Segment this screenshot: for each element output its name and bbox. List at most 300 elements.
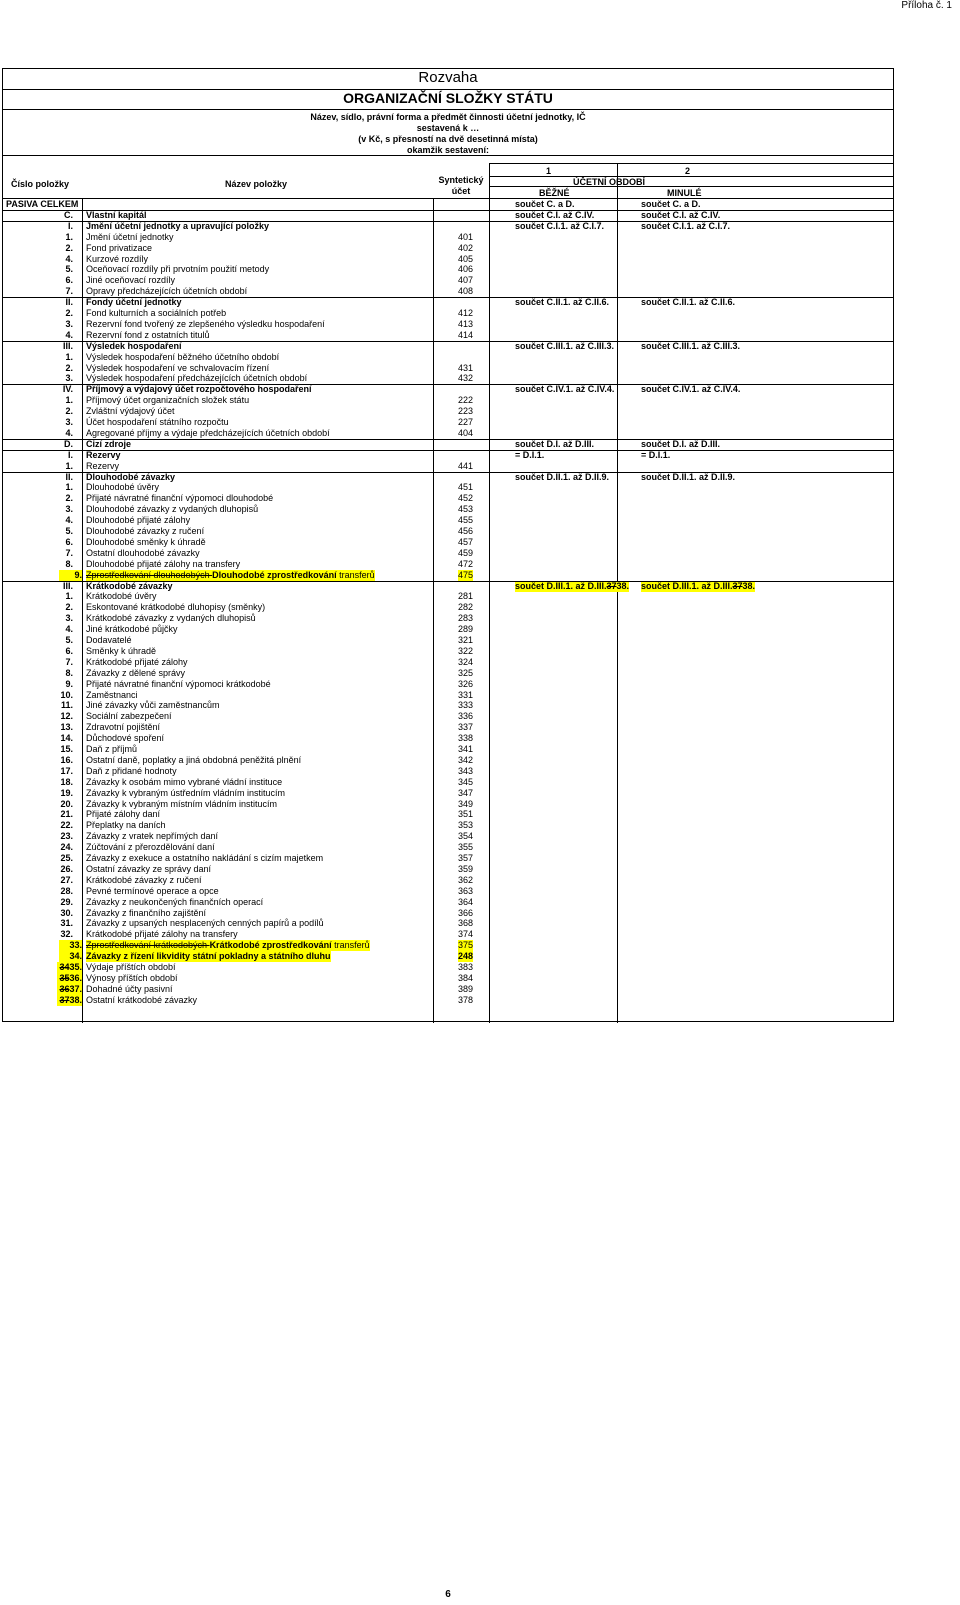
row-name: Přijaté návratné finanční výpomoci dlouhodobé xyxy=(86,493,274,504)
row-name: Sociální zabezpečení xyxy=(86,711,172,722)
row-account: 283 xyxy=(458,613,474,624)
row-name: Ostatní daně, poplatky a jiná obdobná peněžitá plnění xyxy=(86,754,302,765)
row-name: Dlouhodobé směnky k úhradě xyxy=(86,536,206,547)
table-row xyxy=(3,450,893,461)
table-row xyxy=(3,384,893,395)
row-account: 363 xyxy=(458,885,474,896)
row-account: 324 xyxy=(458,656,474,667)
row-account: 362 xyxy=(458,874,474,885)
row-account: 222 xyxy=(458,395,474,406)
row-number: 1. xyxy=(65,351,73,362)
row-account: 289 xyxy=(458,624,474,635)
row-previous-value: součet C.IV.1. až C.IV.4. xyxy=(641,384,741,395)
row-current-value: = D.I.1. xyxy=(515,449,545,460)
row-number: C. xyxy=(64,209,73,220)
row-number: 2. xyxy=(65,362,73,373)
row-name: Zdravotní pojištění xyxy=(86,722,161,733)
row-number: 22. xyxy=(60,820,73,831)
row-name: Opravy předcházejících účetních období xyxy=(86,286,248,297)
table-row xyxy=(3,254,893,265)
row-name: Příjmový účet organizačních složek státu xyxy=(86,395,250,406)
row-number: 29. xyxy=(60,896,73,907)
table-row xyxy=(3,722,893,733)
row-number: 4. xyxy=(65,624,73,635)
row-name: Výnosy příštích období xyxy=(86,972,178,983)
col-acct-header: Syntetický účet xyxy=(438,175,484,196)
row-number: 3. xyxy=(65,613,73,624)
table-row xyxy=(3,711,893,722)
row-account: 227 xyxy=(458,417,474,427)
row-account: 354 xyxy=(458,831,474,842)
row-account: 351 xyxy=(458,809,474,820)
table-row xyxy=(3,918,893,929)
table-row xyxy=(3,820,893,831)
row-number: 33. xyxy=(59,940,82,951)
row-number: 5. xyxy=(65,264,73,275)
row-number: 9. xyxy=(59,570,82,581)
row-current-value: součet C.II.1. až C.II.6. xyxy=(515,297,610,308)
row-name: Zvláštní výdajový účet xyxy=(86,406,175,417)
row-number: 2. xyxy=(65,406,73,417)
table-row xyxy=(3,439,893,450)
table-row xyxy=(3,929,893,940)
row-number: D. xyxy=(64,438,73,449)
row-number: 7. xyxy=(65,547,73,558)
table-row xyxy=(3,286,893,297)
row-name: Rezervní fond z ostatních titulů xyxy=(86,329,210,340)
row-current-value: součet C. a D. xyxy=(515,199,575,209)
row-name: Účet hospodaření státního rozpočtu xyxy=(86,417,229,427)
table-row xyxy=(3,210,893,221)
row-number: 2. xyxy=(65,602,73,613)
row-number: 26. xyxy=(60,863,73,874)
row-number: III. xyxy=(62,580,73,591)
row-name: Přeplatky na daních xyxy=(86,820,166,831)
row-number: 5. xyxy=(65,635,73,645)
period-header: ÚČETNÍ OBDOBÍ xyxy=(573,177,645,187)
table-row xyxy=(3,297,893,308)
table-row xyxy=(3,352,893,363)
row-name: Fond privatizace xyxy=(86,242,153,253)
row-name: Jmění účetní jednotky xyxy=(86,231,174,242)
info-line-1: Název, sídlo, právní forma a předmět činnosti účetní jednotky, IČ xyxy=(310,112,586,122)
row-account: 412 xyxy=(458,308,474,318)
table-row xyxy=(3,395,893,406)
row-number: 3738. xyxy=(57,995,82,1006)
table-row xyxy=(3,493,893,504)
row-number: 34. xyxy=(59,951,82,962)
table-row xyxy=(3,831,893,842)
row-name: Dlouhodobé závazky z ručení xyxy=(86,526,205,536)
row-number: 3. xyxy=(65,373,73,384)
row-account: 402 xyxy=(458,242,474,253)
table-row xyxy=(3,406,893,417)
row-name: Eskontované krátkodobé dluhopisy (směnky) xyxy=(86,602,266,613)
row-name: Rezervní fond tvořený ze zlepšeného výsledku hospodaření xyxy=(86,318,325,329)
col-num-header: Číslo položky xyxy=(11,179,70,189)
row-account: 408 xyxy=(458,286,474,297)
row-number: 9. xyxy=(65,678,73,689)
row-number: 4. xyxy=(65,427,73,438)
row-account: 326 xyxy=(458,678,474,689)
table-row xyxy=(3,897,893,908)
table-row xyxy=(3,624,893,635)
info-line-3: (v Kč, s přesností na dvě desetinná místa) xyxy=(358,134,538,144)
row-account: 331 xyxy=(458,689,474,700)
row-number: PASIVA CELKEM xyxy=(6,199,79,209)
row-number: 6. xyxy=(65,275,73,286)
table-row xyxy=(3,330,893,341)
row-number: 1. xyxy=(65,231,73,242)
row-current-value: součet D.III.1. až D.III.3738. xyxy=(515,580,630,591)
row-number: 27. xyxy=(60,874,73,885)
row-number: 31. xyxy=(60,918,73,929)
row-account: 459 xyxy=(458,547,474,558)
balance-sheet xyxy=(2,68,894,1022)
row-name: Cizí zdroje xyxy=(86,438,132,449)
row-account: 407 xyxy=(458,275,474,286)
row-name: Závazky k vybraným místním vládním institucím xyxy=(86,798,278,809)
row-name: Fond kulturních a sociálních potřeb xyxy=(86,308,227,318)
row-name: Zprostředkování dlouhodobých Dlouhodobé zprostředkování transferů xyxy=(86,569,375,580)
info-line-4: okamžik sestavení: xyxy=(406,145,490,155)
row-name: Jiné oceňovací rozdíly xyxy=(86,275,176,286)
table-row xyxy=(3,199,893,210)
row-account: 345 xyxy=(458,776,474,787)
row-number: 30. xyxy=(60,907,73,918)
row-number: 28. xyxy=(60,885,73,896)
row-number: 25. xyxy=(60,853,73,863)
table-row xyxy=(3,842,893,853)
row-name: Krátkodobé úvěry xyxy=(86,591,157,602)
row-number: 14. xyxy=(60,733,73,744)
row-account: 457 xyxy=(458,536,474,547)
row-current-value: součet D.II.1. až D.II.9. xyxy=(515,471,610,482)
row-account: 401 xyxy=(458,231,474,242)
row-account: 375 xyxy=(458,940,474,951)
table-row xyxy=(3,679,893,690)
row-name: Příjmový a výdajový účet rozpočtového hospodaření xyxy=(86,384,312,395)
row-account: 325 xyxy=(458,667,474,678)
row-name: Oceňovací rozdíly při prvotním použití metody xyxy=(86,264,270,275)
row-name: Dlouhodobé úvěry xyxy=(86,482,160,493)
row-name: Kurzové rozdíly xyxy=(86,253,149,264)
table-row xyxy=(3,886,893,897)
attachment-label: Příloha č. 1 xyxy=(901,0,952,11)
row-account: 383 xyxy=(458,962,474,972)
row-name: Dodavatelé xyxy=(86,635,132,645)
row-account: 431 xyxy=(458,362,474,373)
row-name: Ostatní krátkodobé závazky xyxy=(86,994,198,1005)
row-number: II. xyxy=(65,471,73,482)
row-number: 3. xyxy=(65,318,73,329)
row-name: Rezervy xyxy=(86,449,121,460)
table-row xyxy=(3,526,893,537)
table-row xyxy=(3,908,893,919)
table-row xyxy=(3,221,893,232)
current-period-header: BĚŽNÉ xyxy=(539,188,570,198)
row-account: 342 xyxy=(458,754,474,765)
row-current-value: součet C.I.1. až C.I.7. xyxy=(515,220,605,231)
table-row xyxy=(3,744,893,755)
table-row xyxy=(3,591,893,602)
table-row xyxy=(3,428,893,439)
row-name: Jiné závazky vůči zaměstnancům xyxy=(86,700,220,711)
row-account: 343 xyxy=(458,765,474,776)
table-row xyxy=(3,809,893,820)
row-previous-value: součet C.III.1. až C.III.3. xyxy=(641,340,741,351)
row-account: 406 xyxy=(458,264,474,275)
row-previous-value: = D.I.1. xyxy=(641,449,671,460)
row-account: 455 xyxy=(458,515,474,526)
row-name: Daň z přidané hodnoty xyxy=(86,765,177,776)
row-name: Závazky k vybraným ústředním vládním institucím xyxy=(86,787,286,798)
table-row xyxy=(3,570,893,581)
row-number: 20. xyxy=(60,798,73,809)
table-row xyxy=(3,602,893,613)
row-name: Zaměstnanci xyxy=(86,689,138,700)
table-row xyxy=(3,461,893,472)
row-number: 6. xyxy=(65,645,73,656)
row-number: 3. xyxy=(65,417,73,427)
row-number-old: 35 xyxy=(59,972,70,983)
row-current-value: součet C.III.1. až C.III.3. xyxy=(515,340,615,351)
row-account: 404 xyxy=(458,427,474,438)
table-row xyxy=(3,232,893,243)
row-name: Ostatní dlouhodobé závazky xyxy=(86,547,200,558)
row-number: 23. xyxy=(60,831,73,842)
row-name: Výsledek hospodaření xyxy=(86,340,182,351)
row-number: 24. xyxy=(60,842,73,853)
row-previous-value: součet C.I.1. až C.I.7. xyxy=(641,220,731,231)
row-number: 1. xyxy=(65,395,73,406)
table-row xyxy=(3,472,893,483)
row-name: Dlouhodobé závazky z vydaných dluhopisů xyxy=(86,504,259,515)
table-row xyxy=(3,657,893,668)
row-number: 15. xyxy=(60,744,73,754)
row-account: 389 xyxy=(458,983,474,994)
table-row xyxy=(3,373,893,384)
row-name: Dohadné účty pasivní xyxy=(86,983,173,994)
row-number: 2. xyxy=(65,308,73,318)
row-account: 432 xyxy=(458,373,474,384)
row-account: 338 xyxy=(458,733,474,744)
row-account: 341 xyxy=(458,744,474,754)
table-row xyxy=(3,581,893,592)
table-row xyxy=(3,973,893,984)
table-row xyxy=(3,951,893,962)
table-row xyxy=(3,733,893,744)
row-account: 355 xyxy=(458,842,474,853)
row-previous-value: součet C.I. až C.IV. xyxy=(641,209,721,220)
row-name: Směnky k úhradě xyxy=(86,645,157,656)
row-number: 7. xyxy=(65,656,73,667)
row-number: 8. xyxy=(65,667,73,678)
row-number: I. xyxy=(67,220,73,231)
row-number: 13. xyxy=(60,722,73,733)
row-account: 357 xyxy=(458,853,474,863)
page-title: Rozvaha xyxy=(418,69,478,86)
row-name-new: Krátkodobé zprostředkování xyxy=(209,940,335,951)
table-row xyxy=(3,537,893,548)
row-name: Dlouhodobé závazky xyxy=(86,471,176,482)
row-account: 359 xyxy=(458,863,474,874)
row-number: 5. xyxy=(65,526,73,536)
row-name: Krátkodobé závazky xyxy=(86,580,173,591)
table-row xyxy=(3,940,893,951)
row-number: 7. xyxy=(65,286,73,297)
row-number: 32. xyxy=(60,929,73,940)
row-name: Agregované příjmy a výdaje předcházejících účetních období xyxy=(86,427,330,438)
table-row xyxy=(3,319,893,330)
row-name: Zúčtování z přerozdělování daní xyxy=(86,842,215,853)
row-name: Zprostředkování krátkodobých Krátkodobé zprostředkování transferů xyxy=(86,940,370,951)
row-number: 6. xyxy=(65,536,73,547)
row-name: Výsledek hospodaření ve schvalovacím řízení xyxy=(86,362,270,373)
row-name: Závazky k osobám mimo vybrané vládní instituce xyxy=(86,776,283,787)
table-row xyxy=(3,363,893,374)
row-account: 282 xyxy=(458,602,474,613)
row-account: 441 xyxy=(458,460,474,471)
row-account: 322 xyxy=(458,645,474,656)
row-account: 364 xyxy=(458,896,474,907)
table-row xyxy=(3,504,893,515)
row-name-new: Dlouhodobé zprostředkování xyxy=(212,569,340,580)
row-number: 17. xyxy=(60,765,73,776)
row-account: 405 xyxy=(458,253,474,264)
row-number: 1. xyxy=(65,591,73,602)
row-account: 349 xyxy=(458,798,474,809)
row-name-old: Zprostředkování krátkodobých xyxy=(86,940,210,951)
previous-period-header: MINULÉ xyxy=(667,188,702,198)
table-row xyxy=(3,341,893,352)
table-row xyxy=(3,690,893,701)
row-name: Jiné krátkodobé půjčky xyxy=(86,624,178,635)
row-name-old: Zprostředkování dlouhodobých xyxy=(86,569,213,580)
row-name: Závazky z neukončených finančních operací xyxy=(86,896,264,907)
table-row xyxy=(3,766,893,777)
table-row xyxy=(3,788,893,799)
row-account: 321 xyxy=(458,635,474,645)
row-account: 368 xyxy=(458,918,474,929)
row-number: 21. xyxy=(60,809,73,820)
row-name: Závazky z řízení likvidity státní pokladny a státního dluhu xyxy=(86,951,331,962)
row-account: 456 xyxy=(458,526,474,536)
row-account: 452 xyxy=(458,493,474,504)
row-account: 453 xyxy=(458,504,474,515)
row-current-value: součet C.I. až C.IV. xyxy=(515,209,595,220)
row-number: 3637. xyxy=(57,984,82,995)
row-number: 2. xyxy=(65,242,73,253)
table-row xyxy=(3,984,893,995)
row-previous-value: součet C. a D. xyxy=(641,199,701,209)
row-name: Závazky z vratek nepřímých daní xyxy=(86,831,219,842)
row-name: Dlouhodobé přijaté zálohy xyxy=(86,515,191,526)
row-number: 3. xyxy=(65,504,73,515)
table-row xyxy=(3,962,893,973)
table-row xyxy=(3,700,893,711)
row-account: 223 xyxy=(458,406,474,417)
row-number-old: 34 xyxy=(59,962,70,972)
row-name: Výdaje příštích období xyxy=(86,962,176,972)
page-number: 6 xyxy=(445,1589,451,1600)
row-name: Závazky z dělené správy xyxy=(86,667,186,678)
col1-label: 1 xyxy=(546,166,552,176)
row-number: 4. xyxy=(65,515,73,526)
row-account: 413 xyxy=(458,318,474,329)
row-account: 384 xyxy=(458,972,474,983)
sum-old-ref: 37 xyxy=(606,580,617,591)
sum-old-ref: 37 xyxy=(732,580,743,591)
row-name: Krátkodobé přijaté zálohy xyxy=(86,656,188,667)
row-number: 2. xyxy=(65,493,73,504)
table-row xyxy=(3,275,893,286)
table-row xyxy=(3,559,893,570)
row-previous-value: součet D.III.1. až D.III.3738. xyxy=(641,580,756,591)
table-row xyxy=(3,853,893,864)
row-number: 11. xyxy=(60,700,73,711)
table-row xyxy=(3,646,893,657)
table-row xyxy=(3,995,893,1006)
row-name: Krátkodobé přijaté zálohy na transfery xyxy=(86,929,238,940)
row-account: 333 xyxy=(458,700,474,711)
row-number-old: 36 xyxy=(59,983,70,994)
table-row xyxy=(3,875,893,886)
table-row xyxy=(3,799,893,810)
row-previous-value: součet C.II.1. až C.II.6. xyxy=(641,297,736,308)
col2-label: 2 xyxy=(685,166,691,176)
row-name: Dlouhodobé přijaté zálohy na transfery xyxy=(86,558,241,569)
row-number: 19. xyxy=(60,787,73,798)
row-account: 337 xyxy=(458,722,474,733)
row-account: 414 xyxy=(458,329,474,340)
row-name: Pevné termínové operace a opce xyxy=(86,885,219,896)
row-account: 248 xyxy=(458,951,474,962)
row-account: 281 xyxy=(458,591,474,602)
row-account: 336 xyxy=(458,711,474,722)
row-account: 353 xyxy=(458,820,474,831)
row-number: 12. xyxy=(60,711,73,722)
row-name: Závazky z exekuce a ostatního nakládání s cizím majetkem xyxy=(86,853,324,863)
row-number: II. xyxy=(65,297,73,308)
row-name: Přijaté návratné finanční výpomoci krátkodobé xyxy=(86,678,271,689)
row-previous-value: součet D.I. až D.III. xyxy=(641,438,721,449)
row-number: 1. xyxy=(65,460,73,471)
row-number: IV. xyxy=(62,384,73,395)
table-row xyxy=(3,243,893,254)
row-account: 475 xyxy=(458,569,474,580)
row-number: 3435. xyxy=(57,962,82,973)
row-number-old: 37 xyxy=(59,994,70,1005)
row-number: 10. xyxy=(60,689,73,700)
row-name: Ostatní závazky ze správy daní xyxy=(86,863,212,874)
col-name-header: Název položky xyxy=(225,179,288,189)
table-row xyxy=(3,515,893,526)
row-number: 4. xyxy=(65,329,73,340)
row-current-value: součet C.IV.1. až C.IV.4. xyxy=(515,384,615,395)
row-name: Vlastní kapitál xyxy=(86,209,147,220)
table-row xyxy=(3,777,893,788)
row-name: Výsledek hospodaření běžného účetního období xyxy=(86,351,280,362)
table-row xyxy=(3,864,893,875)
table-row xyxy=(3,635,893,646)
row-previous-value: součet D.II.1. až D.II.9. xyxy=(641,471,736,482)
table-row xyxy=(3,308,893,319)
row-current-value: součet D.I. až D.III. xyxy=(515,438,595,449)
row-name: Rezervy xyxy=(86,460,120,471)
row-account: 347 xyxy=(458,787,474,798)
row-name: Daň z příjmů xyxy=(86,744,138,754)
